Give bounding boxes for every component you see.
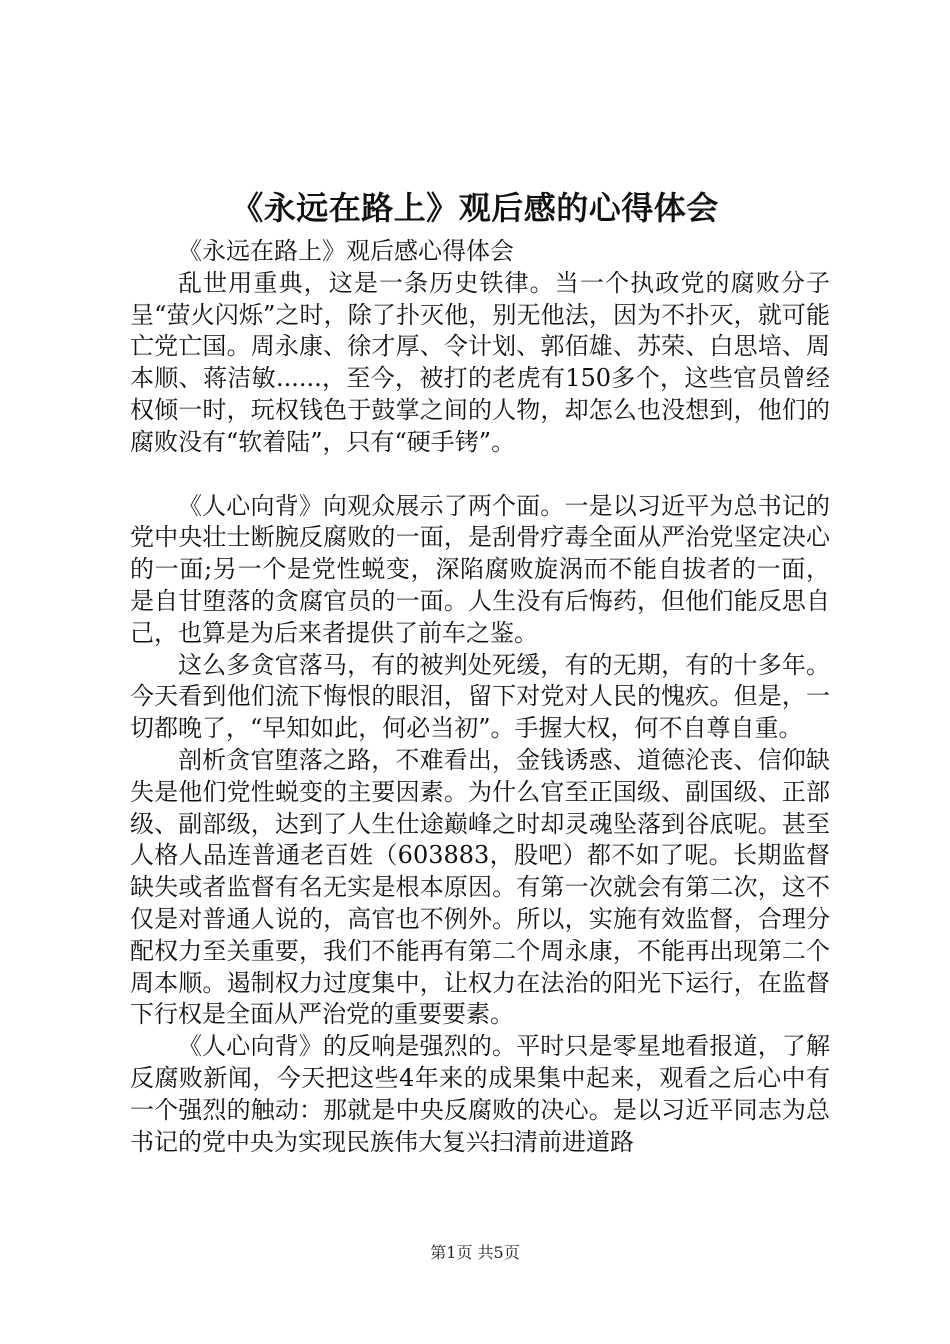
paragraph: 《人心向背》向观众展示了两个面。一是以习近平为总书记的党中央壮士断腕反腐败的一面，是刮骨疗毒全面从严治党坚定决心的一面;另一个是党性蜕变，深陷腐败旋涡而不能自拔者的一面，是自甘堕落的贪腐官员的一面。人生没有后悔药，但他们能反思自己，也算是为后来者提供了前车之鉴。	[130, 491, 830, 647]
paragraph: 《人心向背》的反响是强烈的。平时只是零星地看报道，了解反腐败新闻，今天把这些4年来的成果集中起来，观看之后心中有一个强烈的触动：那就是中央反腐败的决心。是以习近平同志为总书记的党中央为实现民族伟大复兴扫清前进道路	[130, 1032, 830, 1156]
paragraph: 乱世用重典，这是一条历史铁律。当一个执政党的腐败分子呈“萤火闪烁”之时，除了扑灭他，别无他法，因为不扑灭，就可能亡党亡国。周永康、徐才厚、令计划、郭佰雄、苏荣、白思培、周本顺、蒋洁敏......，至今，被打的老虎有150多个，这些官员曾经权倾一时，玩权钱色于鼓掌之间的人物，却怎么也没想到，他们的腐败没有“软着陆”，只有“硬手铐”。	[130, 268, 830, 456]
page-number-footer: 第1页 共5页	[430, 1243, 520, 1262]
paragraph: 这么多贪官落马，有的被判处死缓，有的无期，有的十多年。今天看到他们流下悔恨的眼泪，留下对党对人民的愧疚。但是，一切都晚了，“早知如此，何必当初”。手握大权，何不自尊自重。	[130, 650, 830, 743]
paragraph: 剖析贪官堕落之路，不难看出，金钱诱惑、道德沦丧、信仰缺失是他们党性蜕变的主要因素。为什么官至正国级、副国级、正部级、副部级，达到了人生仕途巅峰之时却灵魂坠落到谷底呢。甚至人格人品连普通老百姓（603883，股吧）都不如了呢。长期监督缺失或者监督有名无实是根本原因。有第一次就会有第二次，这不仅是对普通人说的，高官也不例外。所以，实施有效监督，合理分配权力至关重要，我们不能再有第二个周永康，不能再出现第二个周本顺。遏制权力过度集中，让权力在法治的阳光下运行，在监督下行权是全面从严治党的重要要素。	[130, 745, 830, 1029]
paragraph-subtitle: 《永远在路上》观后感心得体会	[178, 237, 514, 265]
document-body	[130, 236, 830, 1158]
document-title: 《永远在路上》观后感的心得体会	[231, 189, 719, 227]
